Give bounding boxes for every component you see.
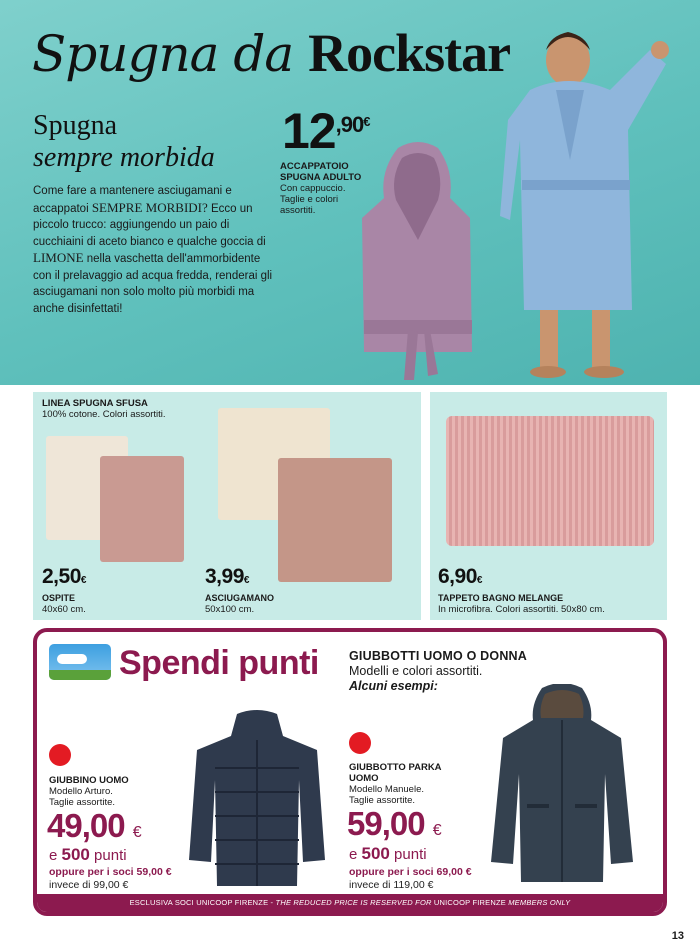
parka-name-line-2: UOMO <box>349 773 379 784</box>
hero-title-script: Spugna da <box>32 25 294 83</box>
giubbino-price-currency: € <box>132 824 141 841</box>
tappeto-price <box>438 565 482 589</box>
giubbino-price-value: 49,00 <box>47 807 125 844</box>
spendi-punti-promo <box>33 628 667 916</box>
giubbotti-examples: Alcuni esempi: <box>349 679 438 693</box>
footer-italic: THE REDUCED PRICE IS RESERVED FOR <box>275 898 432 907</box>
landscape-logo-icon <box>49 644 111 680</box>
giubbino-invece: invece di 99,00 € <box>49 879 129 891</box>
tappeto-desc: In microfibra. Colori assortiti. 50x80 cm. <box>438 604 605 615</box>
parka-desc-line-2: Taglie assortite. <box>349 795 416 806</box>
parka-punti-prefix: e <box>349 846 362 863</box>
parka-price-currency: € <box>432 822 441 839</box>
giubbino-desc-line-1: Modello Arturo. <box>49 786 113 797</box>
giubbotti-subtitle: Modelli e colori assortiti. <box>349 664 483 678</box>
ospite-name: OSPITE <box>42 593 76 603</box>
asciugamano-desc: 50x100 cm. <box>205 604 255 615</box>
ospite-price-currency: € <box>80 575 86 586</box>
asciugamano-name: ASCIUGAMANO <box>205 593 274 603</box>
ospite-price-value: 2,50 <box>42 565 81 588</box>
man-in-bathrobe-image <box>500 20 690 385</box>
giubbino-desc-line-2: Taglie assortite. <box>49 797 116 808</box>
hero-title-bold: Rockstar <box>308 23 511 83</box>
parka-price <box>347 805 441 843</box>
footer-end: UNICOOP FIRENZE <box>431 898 509 907</box>
giubbotti-title: GIUBBOTTI UOMO O DONNA <box>349 649 528 663</box>
hero-subtitle-2: sempre morbida <box>33 142 215 173</box>
linea-desc: 100% cotone. Colori assortiti. <box>42 409 166 420</box>
giubbino-price <box>47 807 141 845</box>
giubbino-punti-suffix: punti <box>89 847 127 864</box>
robe-price-int: 12 <box>282 103 336 159</box>
navy-parka-jacket-image <box>487 684 637 884</box>
giubbino-punti-value: 500 <box>61 845 90 864</box>
robe-desc-line-2: Taglie e colori <box>280 194 339 205</box>
asciugamano-price-currency: € <box>243 575 249 586</box>
tappeto-rug <box>446 416 654 546</box>
robe-desc-line-3: assortiti. <box>280 205 316 216</box>
linea-title: LINEA SPUGNA SFUSA <box>42 398 148 409</box>
footer-main: ESCLUSIVA SOCI UNICOOP FIRENZE - <box>129 898 276 907</box>
parka-punti-suffix: punti <box>389 846 427 863</box>
robe-name-line-1: ACCAPPATOIO <box>280 161 349 172</box>
tip-part-3: nella vaschetta dell'ammorbidente con il prelavaggio ad acqua fredda, renderai gli asciugamani non solo molto più morbidi ma anche disinfettati! <box>33 253 273 315</box>
giubbino-punti-prefix: e <box>49 847 62 864</box>
asciugamano-towel-pink <box>278 458 392 582</box>
ospite-towel-pink <box>100 456 184 562</box>
parka-name <box>349 762 442 784</box>
robe-name-line-2: SPUGNA ADULTO <box>280 172 362 183</box>
tip-part-2: Ecco un piccolo trucco: aggiungendo un paio di cucchiaini di aceto bianco e qualche goccia di <box>33 202 266 248</box>
red-dot-icon <box>349 732 371 754</box>
tappeto-name: TAPPETO BAGNO MELANGE <box>438 593 564 603</box>
hero-title <box>32 22 510 84</box>
tappeto-price-currency: € <box>476 575 482 586</box>
parka-invece: invece di 119,00 € <box>349 879 434 891</box>
robe-price-dec: ,90 <box>335 112 364 137</box>
robe-price-currency: € <box>363 114 370 129</box>
parka-price-value: 59,00 <box>347 805 425 842</box>
page-number: 13 <box>671 930 684 942</box>
spendi-punti-title: Spendi punti <box>119 644 319 682</box>
hero-tip-text <box>33 183 273 317</box>
giubbino-soci-price: oppure per i soci 59,00 € <box>49 866 172 878</box>
asciugamano-price-value: 3,99 <box>205 565 244 588</box>
giubbino-name-line-1: GIUBBINO UOMO <box>49 775 129 786</box>
tip-part-1: Come fare a mantenere asciugamani e accappatoi <box>33 185 232 215</box>
giubbino-desc <box>49 786 115 808</box>
giubbino-punti <box>49 845 127 865</box>
parka-name-line-1: GIUBBOTTO PARKA <box>349 762 442 773</box>
asciugamano-price <box>205 565 249 589</box>
parka-desc-line-1: Modello Manuele. <box>349 784 424 795</box>
giubbino-name <box>49 775 129 786</box>
hero-subtitle-1: Spugna <box>33 110 117 141</box>
parka-desc <box>349 784 424 806</box>
parka-soci-price: oppure per i soci 69,00 € <box>349 866 472 878</box>
tappeto-price-value: 6,90 <box>438 565 477 588</box>
robe-price <box>282 102 369 160</box>
ospite-price <box>42 565 86 589</box>
lilac-bathrobe-image <box>358 140 476 385</box>
parka-punti-value: 500 <box>361 844 390 863</box>
tip-serif-2: LIMONE <box>33 250 84 265</box>
hero-banner <box>0 0 700 385</box>
robe-desc-line-1: Con cappuccio. <box>280 183 346 194</box>
promo-footer <box>37 894 663 912</box>
tip-serif-1: SEMPRE MORBIDI? <box>91 199 208 215</box>
parka-punti <box>349 844 427 864</box>
ospite-desc: 40x60 cm. <box>42 604 86 615</box>
dark-puffer-jacket-image <box>187 710 327 890</box>
red-dot-icon <box>49 744 71 766</box>
footer-italic-2: MEMBERS ONLY <box>508 898 571 907</box>
